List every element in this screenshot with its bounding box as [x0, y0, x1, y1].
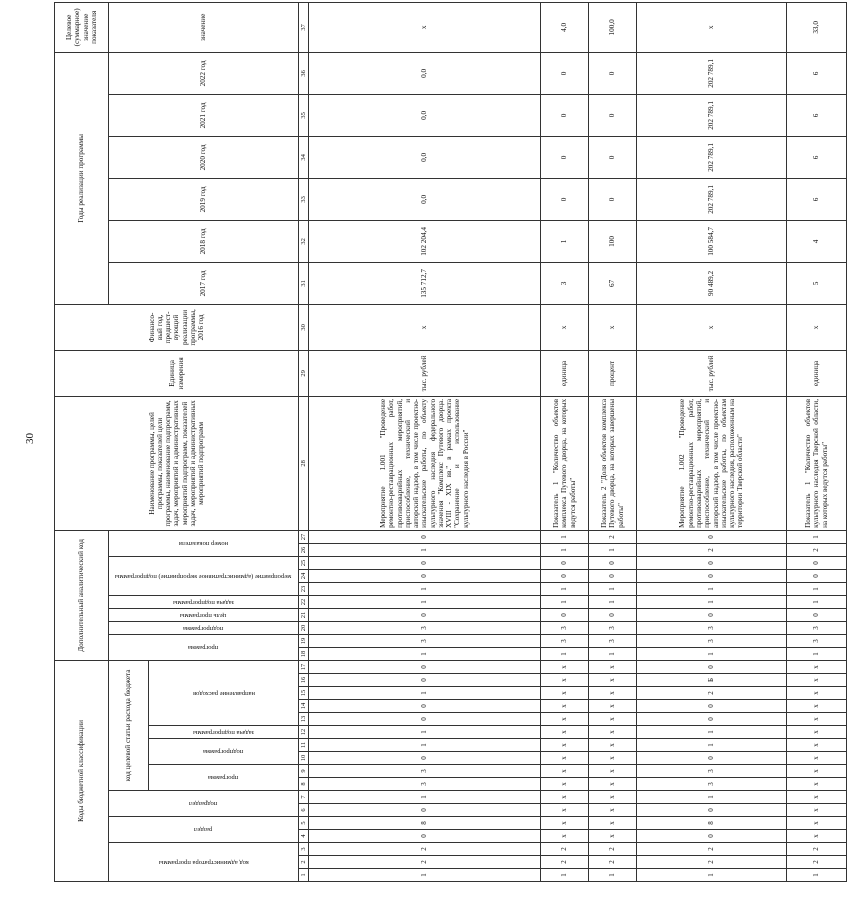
- year-value-cell: 6: [787, 52, 847, 94]
- code-cell: 1: [309, 791, 541, 804]
- code-cell: 0: [541, 556, 589, 569]
- year-value-cell: 6: [787, 136, 847, 178]
- code-cell: x: [787, 713, 847, 726]
- unit-cell: тыс. рублей: [637, 350, 787, 396]
- code-cell: x: [589, 739, 637, 752]
- code-cell: 3: [637, 778, 787, 791]
- code-cell: x: [589, 752, 637, 765]
- column-number: 1: [299, 869, 309, 882]
- column-number: 18: [299, 647, 309, 660]
- table-row: [589, 2, 637, 881]
- column-number: 26: [299, 543, 309, 556]
- column-number: 2: [299, 856, 309, 869]
- code-cell: x: [541, 739, 589, 752]
- code-cell: x: [541, 778, 589, 791]
- code-cell: x: [589, 804, 637, 817]
- year-value-cell: 0,0: [309, 94, 541, 136]
- column-number: 21: [299, 608, 309, 621]
- code-cell: x: [589, 660, 637, 673]
- code-cell: x: [541, 726, 589, 739]
- year-value-cell: 90 489,2: [637, 262, 787, 304]
- code-cell: 3: [637, 634, 787, 647]
- row-name-cell: Показатель 1 "Количество объектов комплекса Путевого дворца, на которых ведутся работы": [541, 396, 589, 530]
- code-cell: 1: [541, 647, 589, 660]
- code-cell: 3: [787, 634, 847, 647]
- code-cell: 0: [309, 713, 541, 726]
- row-name-cell: Показатель 1 "Количество объектов культурного наследия Тверской области, на которых ведутся работы": [787, 396, 847, 530]
- code-cell: 1: [787, 582, 847, 595]
- code-cell: 1: [589, 595, 637, 608]
- code-cell: 1: [787, 869, 847, 882]
- row-name-cell: Показатель 2 "Доля объектов комплекса Путевого дворца, на которых завершены работы": [589, 396, 637, 530]
- code-cell: 0: [309, 700, 541, 713]
- year-value-cell: 6: [787, 178, 847, 220]
- razdel-header: раздел: [194, 826, 213, 834]
- column-number: 36: [299, 52, 309, 94]
- code-cell: x: [541, 752, 589, 765]
- column-number: 25: [299, 556, 309, 569]
- row-name-cell: Мероприятие 1.002 "Проведение ремонтно-реставрационных работ, противоаварийных мероприятий, приспособление, технический и авторский надзор, в том числе проектно-изыскательские работы, по объектам культурного наследия, расположенным на территории Тверской области": [637, 396, 787, 530]
- column-number: 28: [299, 396, 309, 530]
- code-cell: x: [787, 700, 847, 713]
- code-cell: x: [787, 830, 847, 843]
- code-cell: 1: [541, 530, 589, 543]
- code-cell: 1: [787, 647, 847, 660]
- column-number: 6: [299, 804, 309, 817]
- code-cell: 0: [309, 674, 541, 687]
- year-value-cell: 5: [787, 262, 847, 304]
- code-cell: x: [787, 674, 847, 687]
- code-cell: 0: [309, 752, 541, 765]
- year-value-cell: 0: [541, 52, 589, 94]
- code-cell: 0: [637, 713, 787, 726]
- code-cell: 0: [309, 569, 541, 582]
- base-year-cell: x: [589, 304, 637, 350]
- year-value-cell: 67: [589, 262, 637, 304]
- a-cel-header: цель программы: [180, 611, 227, 619]
- base-year-cell: x: [541, 304, 589, 350]
- code-cell: 1: [309, 582, 541, 595]
- code-cell: 3: [787, 621, 847, 634]
- row-name-cell: Мероприятие 1.001 "Проведение ремонтно-реставрационных работ, противоаварийных мероприятий, приспособление, технический и авторский надзор, в том числе проектно-изыскательские работы, по объекту культурного наследия федерального значения "Комплекс Путевого дворца. XVIII - XIX вв." в рамках проекта "Сохранение и использование культурного наследия в России": [309, 396, 541, 530]
- year-value-cell: 135 712,7: [309, 262, 541, 304]
- code-cell: x: [541, 660, 589, 673]
- column-number: 22: [299, 595, 309, 608]
- column-number: 35: [299, 94, 309, 136]
- year-value-cell: 202 789,1: [637, 94, 787, 136]
- year-2021-header: 2021 год: [109, 94, 299, 136]
- code-cell: 0: [541, 569, 589, 582]
- napravlenie-header: направление расходов: [192, 689, 255, 697]
- year-value-cell: 202 789,1: [637, 136, 787, 178]
- year-value-cell: 202 789,1: [637, 52, 787, 94]
- code-cell: x: [541, 791, 589, 804]
- zadacha-header: задача подпрограммы: [192, 728, 255, 736]
- code-cell: x: [541, 700, 589, 713]
- code-cell: 1: [589, 582, 637, 595]
- code-cell: 3: [637, 765, 787, 778]
- year-value-cell: 4: [787, 220, 847, 262]
- code-cell: x: [787, 791, 847, 804]
- unit-header: Единица измерения: [55, 350, 299, 396]
- column-number: 9: [299, 765, 309, 778]
- column-number: 4: [299, 830, 309, 843]
- target-group-header: Целевое (суммарное) значение показателя: [55, 2, 109, 52]
- code-cell: 0: [787, 608, 847, 621]
- code-cell: x: [589, 726, 637, 739]
- code-cell: 1: [541, 543, 589, 556]
- year-value-cell: 0: [589, 136, 637, 178]
- years-group-header: Годы реализации программы: [55, 52, 109, 304]
- code-cell: x: [541, 804, 589, 817]
- code-cell: 1: [787, 530, 847, 543]
- code-cell: 1: [637, 647, 787, 660]
- podrazdel-header: подраздел: [189, 800, 218, 808]
- code-cell: 0: [637, 530, 787, 543]
- podprogramma-header: подпрограмма: [203, 748, 244, 756]
- code-cell: x: [541, 674, 589, 687]
- year-value-cell: 0: [589, 52, 637, 94]
- code-cell: 1: [541, 869, 589, 882]
- column-number: 14: [299, 700, 309, 713]
- unit-cell: тыс. рублей: [309, 350, 541, 396]
- column-number: 24: [299, 569, 309, 582]
- year-2018-header: 2018 год: [109, 220, 299, 262]
- code-cell: 0: [637, 556, 787, 569]
- program-table-body: [309, 2, 847, 881]
- code-cell: 3: [589, 621, 637, 634]
- program-table: [54, 2, 847, 882]
- a-zadacha-header: задача подпрограммы: [172, 598, 235, 606]
- code-cell: 0: [637, 569, 787, 582]
- code-cell: 3: [541, 634, 589, 647]
- column-number: 32: [299, 220, 309, 262]
- code-cell: 0: [637, 752, 787, 765]
- column-number: 8: [299, 778, 309, 791]
- base-year-cell: x: [637, 304, 787, 350]
- program-table-sheet: [54, 8, 829, 882]
- code-cell: 1: [309, 869, 541, 882]
- code-cell: 1: [309, 647, 541, 660]
- code-cell: 2: [589, 856, 637, 869]
- code-cell: 1: [589, 869, 637, 882]
- year-value-cell: 100 584,7: [637, 220, 787, 262]
- code-cell: 2: [589, 530, 637, 543]
- code-cell: x: [787, 739, 847, 752]
- codes-group-header: Коды бюджетной классификации: [55, 660, 109, 881]
- code-cell: x: [787, 765, 847, 778]
- programma-header: программа: [208, 774, 239, 782]
- code-cell: x: [589, 713, 637, 726]
- column-number: 30: [299, 304, 309, 350]
- code-cell: 0: [637, 804, 787, 817]
- a-podprogramma-header: подпрограмма: [183, 624, 224, 632]
- year-2022-header: 2022 год: [109, 52, 299, 94]
- code-cell: 0: [589, 608, 637, 621]
- code-cell: 1: [541, 582, 589, 595]
- code-cell: 0: [787, 556, 847, 569]
- base-year-cell: x: [787, 304, 847, 350]
- code-cell: 1: [637, 739, 787, 752]
- code-cell: 1: [637, 595, 787, 608]
- code-cell: 1: [541, 595, 589, 608]
- code-cell: x: [589, 674, 637, 687]
- unit-cell: единица: [787, 350, 847, 396]
- year-2017-header: 2017 год: [109, 262, 299, 304]
- target-value-cell: 100,0: [589, 2, 637, 52]
- code-cell: 0: [309, 608, 541, 621]
- code-cell: 1: [637, 726, 787, 739]
- code-cell: 1: [589, 647, 637, 660]
- code-cell: x: [787, 660, 847, 673]
- code-cell: 0: [309, 556, 541, 569]
- code-cell: 2: [637, 687, 787, 700]
- table-row: [309, 2, 541, 881]
- table-row: [637, 2, 787, 881]
- unit-cell: процент: [589, 350, 637, 396]
- code-cell: 2: [637, 856, 787, 869]
- column-number: 10: [299, 752, 309, 765]
- name-header: Наименование программы, целей программы, показателей цели программы, наименование подпрограмм, задач, мероприятий и административных мероприятий подпрограмм, показателей задач, мероприятий и административных мероприятий подпрограмм: [55, 396, 299, 530]
- year-value-cell: 0: [589, 178, 637, 220]
- unit-cell: единица: [541, 350, 589, 396]
- target-value-cell: 33,0: [787, 2, 847, 52]
- column-number: 13: [299, 713, 309, 726]
- column-number: 5: [299, 817, 309, 830]
- year-value-cell: 1: [541, 220, 589, 262]
- code-cell: x: [541, 817, 589, 830]
- column-number: 17: [299, 660, 309, 673]
- code-cell: 2: [637, 543, 787, 556]
- column-number: 31: [299, 262, 309, 304]
- column-number: 11: [299, 739, 309, 752]
- code-cell: x: [541, 765, 589, 778]
- column-number: 3: [299, 843, 309, 856]
- code-cell: 0: [309, 804, 541, 817]
- page-number: 30: [24, 433, 36, 444]
- table-row: [787, 2, 847, 881]
- code-cell: x: [589, 830, 637, 843]
- code-cell: 2: [541, 843, 589, 856]
- table-row: [541, 2, 589, 881]
- column-number: 34: [299, 136, 309, 178]
- code-cell: 2: [787, 543, 847, 556]
- code-cell: 2: [541, 856, 589, 869]
- code-cell: 0: [787, 569, 847, 582]
- column-number: 12: [299, 726, 309, 739]
- column-number: 15: [299, 687, 309, 700]
- code-cell: 1: [787, 595, 847, 608]
- code-cell: x: [787, 687, 847, 700]
- code-cell: 8: [637, 817, 787, 830]
- year-2020-header: 2020 год: [109, 136, 299, 178]
- target-value-header: значение: [109, 2, 299, 52]
- year-value-cell: 0: [541, 178, 589, 220]
- code-cell: 0: [541, 608, 589, 621]
- code-cell: 1: [637, 869, 787, 882]
- code-cell: 8: [309, 817, 541, 830]
- column-number-row: [299, 2, 309, 881]
- year-2019-header: 2019 год: [109, 178, 299, 220]
- year-value-cell: 100: [589, 220, 637, 262]
- year-value-cell: 0,0: [309, 178, 541, 220]
- column-number: 37: [299, 2, 309, 52]
- code-cell: 0: [637, 700, 787, 713]
- year-value-cell: 202 789,1: [637, 178, 787, 220]
- column-number: 23: [299, 582, 309, 595]
- base-year-cell: x: [309, 304, 541, 350]
- code-cell: 2: [309, 856, 541, 869]
- column-number: 16: [299, 674, 309, 687]
- code-cell: 0: [637, 830, 787, 843]
- code-cell: 2: [787, 843, 847, 856]
- code-cell: 3: [637, 621, 787, 634]
- a-nomer-header: номер показателя: [178, 540, 229, 548]
- a-meropriyatie-header: мероприятие (административное мероприятие) подпрограммы: [115, 572, 292, 580]
- code-cell: 3: [309, 778, 541, 791]
- code-cell: 3: [541, 621, 589, 634]
- code-cell: 3: [309, 621, 541, 634]
- code-cell: 0: [309, 830, 541, 843]
- base-year-header: Финансо-вый год, предшест-вующий реализации программы, 2016 год: [55, 304, 299, 350]
- target-value-cell: 4,0: [541, 2, 589, 52]
- code-cell: x: [589, 700, 637, 713]
- column-number: 19: [299, 634, 309, 647]
- code-cell: 2: [589, 843, 637, 856]
- code-cell: x: [787, 778, 847, 791]
- code-cell: 1: [309, 739, 541, 752]
- year-value-cell: 0,0: [309, 52, 541, 94]
- target-value-cell: x: [309, 2, 541, 52]
- code-cell: 1: [637, 791, 787, 804]
- column-number: 27: [299, 530, 309, 543]
- year-value-cell: 0,0: [309, 136, 541, 178]
- code-cell: 0: [589, 569, 637, 582]
- code-cell: 2: [787, 856, 847, 869]
- code-cell: x: [787, 752, 847, 765]
- code-cell: 0: [589, 556, 637, 569]
- code-cell: x: [787, 804, 847, 817]
- code-cell: x: [589, 791, 637, 804]
- year-value-cell: 0: [541, 136, 589, 178]
- code-cell: 0: [309, 530, 541, 543]
- column-number: 20: [299, 621, 309, 634]
- year-value-cell: 0: [541, 94, 589, 136]
- kcsr-group-header: код целевой статьи расхода бюджета: [109, 660, 149, 790]
- code-cell: 1: [309, 687, 541, 700]
- code-cell: 0: [309, 660, 541, 673]
- code-cell: 1: [637, 582, 787, 595]
- code-cell: x: [589, 817, 637, 830]
- code-cell: x: [589, 778, 637, 791]
- extra-code-group-header: Дополнительный аналитический код: [55, 530, 109, 660]
- year-value-cell: 3: [541, 262, 589, 304]
- code-cell: 1: [309, 726, 541, 739]
- year-value-cell: 0: [589, 94, 637, 136]
- code-cell: x: [541, 687, 589, 700]
- code-cell: 0: [637, 660, 787, 673]
- code-cell: 3: [309, 634, 541, 647]
- code-cell: 0: [637, 608, 787, 621]
- code-cell: x: [541, 830, 589, 843]
- code-cell: Б: [637, 674, 787, 687]
- year-value-cell: 102 204,4: [309, 220, 541, 262]
- column-number: 33: [299, 178, 309, 220]
- code-cell: 1: [589, 543, 637, 556]
- a-programma-header: программа: [188, 644, 219, 652]
- column-number: 29: [299, 350, 309, 396]
- year-value-cell: 6: [787, 94, 847, 136]
- code-cell: 2: [309, 843, 541, 856]
- code-cell: 1: [309, 543, 541, 556]
- column-number: 7: [299, 791, 309, 804]
- target-value-cell: x: [637, 2, 787, 52]
- code-cell: 2: [637, 843, 787, 856]
- code-cell: x: [541, 713, 589, 726]
- code-cell: x: [589, 687, 637, 700]
- code-cell: x: [787, 726, 847, 739]
- code-cell: 3: [309, 765, 541, 778]
- code-cell: x: [589, 765, 637, 778]
- code-cell: 1: [309, 595, 541, 608]
- code-cell: 3: [589, 634, 637, 647]
- code-cell: x: [787, 817, 847, 830]
- admin-code-header: код администратора программы: [158, 858, 249, 866]
